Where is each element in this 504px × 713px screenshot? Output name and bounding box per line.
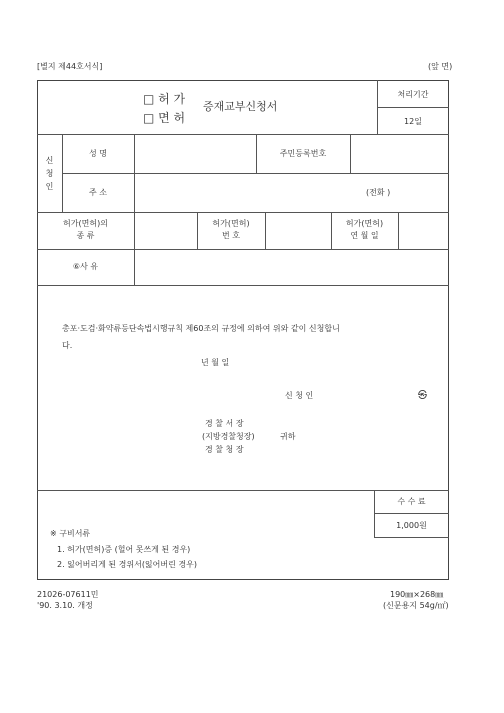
- divider-permit-v3: [265, 212, 266, 249]
- option-license: □ 면 허: [143, 111, 186, 125]
- document-item-2: 2. 잃어버리게 된 경위서(잃어버린 경우): [57, 560, 197, 569]
- applicant-section-char-1: 신: [45, 156, 54, 165]
- page-title: 증재교부신청서: [203, 100, 278, 113]
- divider-fee-bottom: [374, 537, 449, 538]
- applicant-section-char-2: 청: [45, 169, 54, 178]
- divider-address: [37, 212, 449, 213]
- processing-period-label: 처리기간: [397, 90, 429, 99]
- honorific: 귀하: [280, 432, 296, 441]
- divider-permit-v5: [398, 212, 399, 249]
- address-label: 주 소: [89, 188, 107, 197]
- divider-label-v: [134, 134, 135, 212]
- form-reference: [별지 제44호서식]: [37, 62, 103, 71]
- divider-fee-mid: [374, 513, 449, 514]
- documents-title: ※ 구비서류: [50, 529, 91, 538]
- permit-date-label: 허가(면허): [345, 219, 384, 228]
- permit-number-label: 허가(면허): [212, 219, 250, 228]
- divider-fee-top: [374, 490, 449, 491]
- permit-type-label-2: 종 류: [76, 231, 95, 240]
- divider-permit-v2: [197, 212, 198, 249]
- recipient-regional-chief: (지방경찰청장): [202, 432, 255, 441]
- applicant-section-char-3: 인: [45, 182, 54, 191]
- divider-reason: [37, 285, 449, 286]
- reason-label: ⑥사 유: [72, 262, 99, 271]
- divider-reason-v: [134, 249, 135, 285]
- phone-label: (전화 ): [366, 188, 391, 197]
- processing-period-value: 12일: [404, 117, 422, 126]
- option-permit: □ 허 가: [143, 92, 186, 106]
- revision-date: '90. 3.10. 개정: [37, 601, 93, 610]
- date-line: 년 월 일: [201, 358, 230, 367]
- form-code: 21026-07611민: [37, 590, 99, 599]
- rrn-label: 주민등록번호: [279, 149, 327, 158]
- divider-permit-v1: [134, 212, 135, 249]
- statement-text-cont: 다.: [62, 341, 73, 350]
- fee-amount: 1,000원: [396, 521, 427, 530]
- divider-applicant: [62, 173, 449, 174]
- divider-processing: [377, 107, 449, 108]
- divider-permit-v4: [331, 212, 332, 249]
- fee-label: 수 수 료: [397, 497, 426, 506]
- applicant-signature-label: 신 청 인: [285, 391, 314, 400]
- divider-title: [37, 134, 449, 135]
- permit-number-label-2: 번 호: [222, 231, 240, 240]
- permit-type-label: 허가(면허)의: [63, 219, 108, 228]
- paper-size: 190㎜×268㎜: [390, 590, 444, 599]
- divider-permit: [37, 249, 449, 250]
- recipient-police-chief: 경 찰 서 장: [205, 419, 244, 428]
- paper-type: (신문용지 54g/㎡): [383, 601, 449, 610]
- page-side: (앞 면): [428, 62, 453, 71]
- recipient-commissioner: 경 찰 청 장: [205, 445, 244, 454]
- name-label: 성 명: [89, 149, 107, 158]
- permit-date-label-2: 연 월 일: [350, 231, 379, 240]
- divider-statement: [37, 490, 374, 491]
- divider-section-v: [62, 134, 63, 212]
- statement-text: 총포·도검·화약류등단속법시행규칙 제60조의 규정에 의하여 위와 같이 신청합니: [62, 324, 340, 333]
- seal-mark: ㉿: [418, 391, 428, 401]
- divider-rrn-v: [350, 134, 351, 173]
- document-item-1: 1. 허가(면허)증 (헐어 못쓰게 된 경우): [57, 545, 191, 554]
